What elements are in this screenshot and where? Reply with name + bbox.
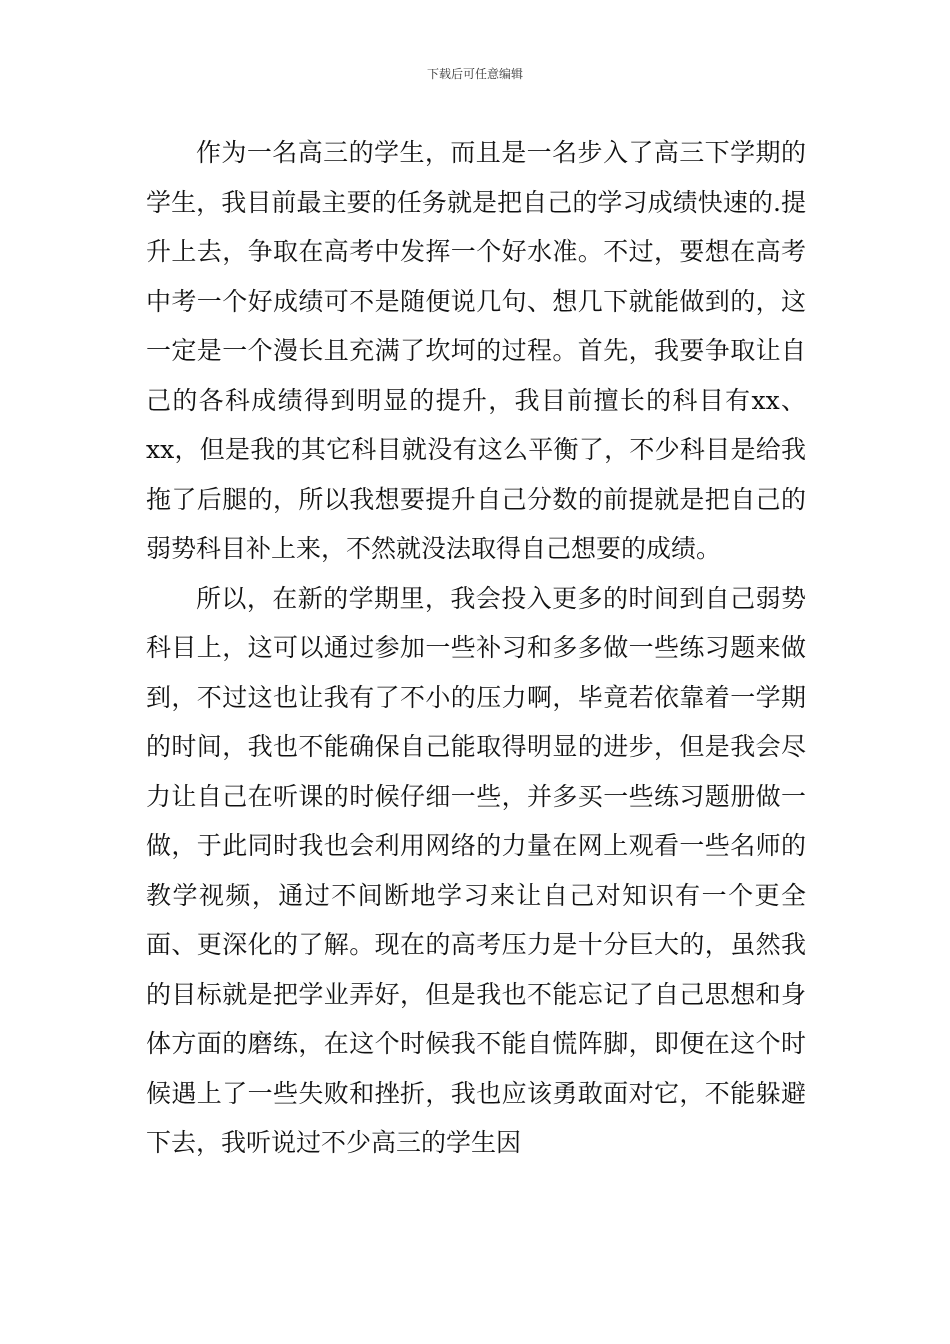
paragraph-1: 作为一名高三的学生，而且是一名步入了高三下学期的学生，我目前最主要的任务就是把自己的学习成绩快速的.提升上去，争取在高考中发挥一个好水准。不过，要想在高考中考一个好成绩可不是随便说几句、想几下就能做到的，这一定是一个漫长且充满了坎坷的过程。首先，我要争取让自己的各科成绩得到明显的提升，我目前擅长的科目有xx、xx，但是我的其它科目就没有这么平衡了，不少科目是给我拖了后腿的，所以我想要提升自己分数的前提就是把自己的弱势科目补上来，不然就没法取得自己想要的成绩。 — [146, 138, 806, 563]
paragraph-2: 所以，在新的学期里，我会投入更多的时间到自己弱势科目上，这可以通过参加一些补习和多多做一些练习题来做到，不过这也让我有了不小的压力啊，毕竟若依靠着一学期的时间，我也不能确保自己能取得明显的进步，但是我会尽力让自己在听课的时候仔细一些，并多买一些练习题册做一做，于此同时我也会利用网络的力量在网上观看一些名师的教学视频，通过不间断地学习来让自己对知识有一个更全面、更深化的了解。现在的高考压力是十分巨大的，虽然我的目标就是把学业弄好，但是我也不能忘记了自己思想和身体方面的磨练，在这个时候我不能自慌阵脚，即便在这个时候遇上了一些失败和挫折，我也应该勇敢面对它，不能躲避下去，我听说过不少高三的学生因 — [146, 583, 806, 1157]
document-body — [146, 128, 806, 1168]
download-note-header: 下载后可任意编辑 — [426, 67, 523, 81]
